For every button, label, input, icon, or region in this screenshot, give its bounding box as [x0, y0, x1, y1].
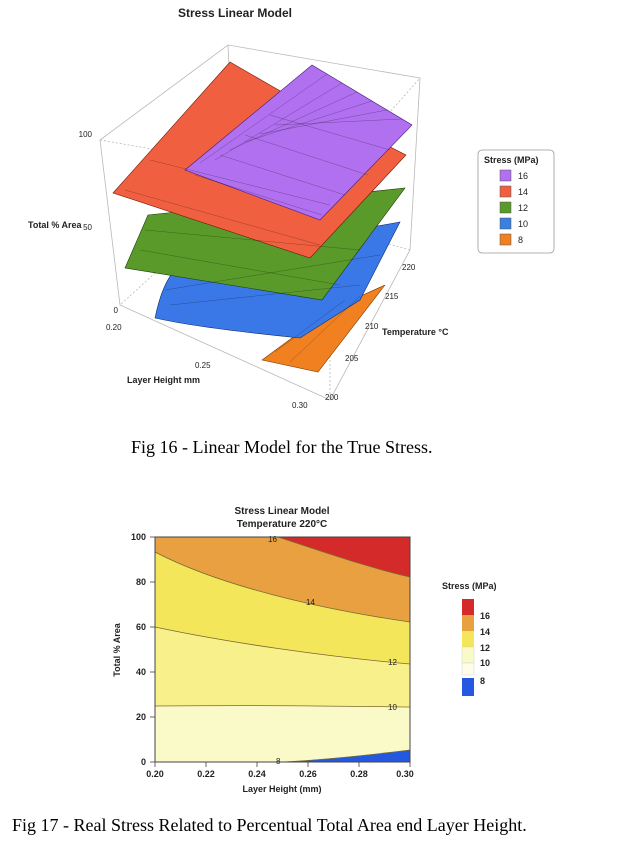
- fig16-legend-swatch: [500, 218, 511, 229]
- fig17-caption: Fig 17 - Real Stress Related to Percentual Total Area end Layer Height.: [12, 815, 527, 835]
- fig17-legend-swatch: [462, 615, 474, 631]
- fig16-legend-label: 10: [518, 219, 529, 229]
- fig17-x-label: Layer Height (mm): [242, 784, 322, 794]
- fig17-legend-title: Stress (MPa): [442, 581, 497, 591]
- fig17-x-tick: 0.22: [197, 769, 215, 779]
- fig16-z-axis-label: Total % Area: [28, 220, 82, 230]
- fig16-y-tick: 200: [325, 393, 339, 402]
- fig16-legend-swatch: [500, 234, 511, 245]
- fig17-legend: [442, 581, 497, 696]
- fig17-x-tick: 0.26: [299, 769, 317, 779]
- fig17-y-tick: 0: [140, 757, 146, 767]
- fig17-legend-label: 14: [480, 627, 491, 637]
- fig17-x-tick: 0.30: [396, 769, 414, 779]
- fig17-plot-area: [155, 535, 410, 766]
- fig16-legend-swatch: [500, 186, 511, 197]
- fig17-x-axis: [146, 762, 414, 794]
- fig17-legend-label: 12: [480, 643, 491, 653]
- fig16-z-tick: 100: [78, 130, 92, 139]
- fig17-contour-label: 10: [388, 703, 397, 712]
- fig16-x-tick: 0.25: [195, 361, 211, 370]
- fig17-y-tick: 100: [130, 532, 146, 542]
- fig17-region-10: [155, 706, 410, 762]
- fig16-y-tick: 220: [402, 263, 416, 272]
- fig16-z-tick: 0: [113, 306, 118, 315]
- fig17-contour-label: 16: [268, 535, 277, 544]
- fig16-x-tick: 0.30: [292, 401, 308, 410]
- fig17-x-tick: 0.28: [350, 769, 368, 779]
- fig16-legend-label: 16: [518, 171, 529, 181]
- fig17-contour-label: 12: [388, 658, 397, 667]
- fig17-y-label: Total % Area: [112, 623, 122, 677]
- fig16-y-tick: 205: [345, 354, 359, 363]
- fig16-x-axis: [106, 323, 308, 410]
- fig17-y-tick: 80: [135, 577, 146, 587]
- fig17-legend-swatch: [462, 678, 474, 696]
- fig17-legend-swatch: [462, 663, 474, 675]
- fig16-legend-title: Stress (MPa): [484, 155, 539, 165]
- fig16-legend: [478, 150, 554, 253]
- fig16-legend-label: 14: [518, 187, 529, 197]
- fig17-legend-label: 16: [480, 611, 491, 621]
- fig17-contour-chart: [0, 498, 635, 808]
- fig16-y-axis-label: Temperature °C: [382, 327, 449, 337]
- fig16-surface-chart: [0, 0, 635, 420]
- fig16-legend-label: 12: [518, 203, 529, 213]
- fig17-legend-swatch: [462, 647, 474, 663]
- fig16-title: Stress Linear Model: [177, 6, 293, 20]
- fig17-legend-swatch: [462, 631, 474, 647]
- fig17-y-axis: [112, 532, 155, 767]
- fig16-x-axis-label: Layer Height mm: [127, 375, 201, 385]
- fig17-title: Stress Linear Model: [234, 506, 330, 517]
- fig17-contour-label: 8: [276, 757, 281, 766]
- fig17-legend-label: 10: [480, 658, 491, 668]
- fig16-y-tick: 210: [365, 322, 379, 331]
- fig17-x-tick: 0.20: [146, 769, 164, 779]
- fig16-y-tick: 215: [385, 292, 399, 301]
- fig16-caption: Fig 16 - Linear Model for the True Stress.: [131, 437, 433, 457]
- fig17-x-tick: 0.24: [248, 769, 266, 779]
- fig16-legend-label: 8: [518, 235, 524, 245]
- fig16-legend-swatch: [500, 202, 511, 213]
- fig17-y-tick: 20: [135, 712, 146, 722]
- fig16-z-axis: [28, 130, 119, 315]
- fig17-legend-label: 8: [480, 676, 486, 686]
- fig17-subtitle: Temperature 220°C: [236, 519, 328, 530]
- fig17-y-tick: 40: [135, 667, 146, 677]
- fig16-legend-swatch: [500, 170, 511, 181]
- fig16-z-tick: 50: [83, 223, 92, 232]
- fig17-contour-label: 14: [306, 598, 315, 607]
- fig17-y-tick: 60: [135, 622, 146, 632]
- fig16-x-tick: 0.20: [106, 323, 122, 332]
- fig17-legend-swatch: [462, 599, 474, 615]
